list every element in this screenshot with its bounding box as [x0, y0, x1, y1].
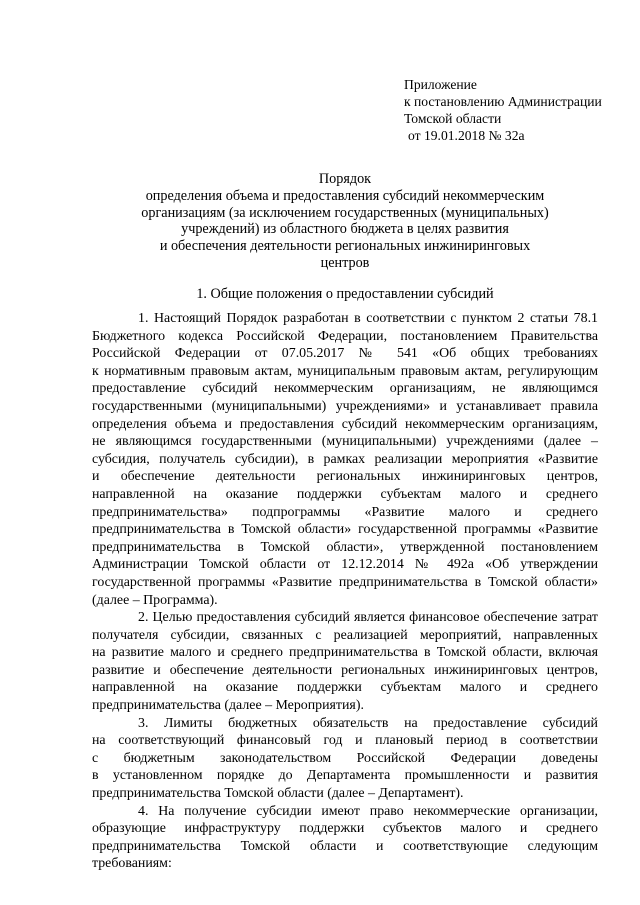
title-heading: Порядок [318, 171, 372, 187]
title-line: учреждений) из областного бюджета в целях развития [181, 221, 509, 238]
text-line: на развитие малого и среднего предпринимательства в Томской области, включая [92, 645, 598, 661]
section-heading: 1. Общие положения о предоставлении субсидий [196, 286, 494, 302]
text-line: развитие и обеспечение деятельности региональных инжиниринговых центров, [92, 662, 598, 678]
text-line: Российской Федерации от 07.05.2017 № 541 «Об общих требованиях [92, 346, 598, 362]
text-line: получателя субсидии, связанных с реализацией мероприятий, направленных [92, 627, 598, 643]
text-line: образующие инфраструктуру поддержки субъектов малого и среднего [92, 821, 598, 837]
text-line: 1. Настоящий Порядок разработан в соответствии с пунктом 2 статьи 78.1 [138, 311, 598, 326]
document-title [92, 171, 598, 272]
title-line: организациям (за исключением государственных (муниципальных) [141, 204, 549, 221]
text-line: и обеспечение деятельности региональных инжиниринговых центров, [92, 469, 598, 485]
text-line: государственными (муниципальными) учреждениями» и устанавливает правила [92, 398, 598, 414]
text-line: 2. Целью предоставления субсидий является финансовое обеспечение затрат [138, 610, 598, 626]
text-line: предпринимательства» подпрограммы «Развитие малого и среднего [92, 504, 598, 520]
title-line: и обеспечения деятельности региональных инжиниринговых [159, 238, 531, 255]
title-line: определения объема и предоставления субсидий некоммерческим [145, 187, 545, 204]
appendix-line: Томской области [404, 111, 502, 126]
text-line: определения объема и предоставления субсидий некоммерческим организациям, [92, 416, 598, 432]
title-line: центров [320, 254, 370, 271]
text-line: с бюджетным законодательством Российской Федерации доведены [92, 750, 598, 766]
paragraph-2 [92, 609, 598, 715]
text-line: предоставление субсидий некоммерческим организациям, не являющимся [92, 381, 598, 397]
text-line: предпринимательства в Томской области», утвержденной постановлением [92, 539, 598, 555]
text-line: предпринимательства Томской области и соответствующие следующим [92, 838, 598, 854]
text-line: не являющимся государственными (муниципальными) учреждениями (далее – [92, 434, 598, 450]
paragraph-4 [92, 803, 598, 873]
appendix-line: от 19.01.2018 № 32а [408, 128, 525, 143]
text-line: направленной на оказание поддержки субъектам малого и среднего [92, 486, 598, 502]
paragraph-1 [92, 310, 598, 609]
text-line: предпринимательства (далее – Мероприятия). [92, 698, 364, 714]
text-line: направленной на оказание поддержки субъектам малого и среднего [92, 680, 598, 696]
text-line: государственной программы «Развитие предпринимательства в Томской области» [92, 574, 598, 590]
text-line: 3. Лимиты бюджетных обязательств на предоставление субсидий [138, 715, 598, 731]
appendix-line: к постановлению Администрации [404, 94, 602, 109]
text-line: Администрации Томской области от 12.12.2014 № 492а «Об утверждении [92, 557, 598, 573]
text-line: Бюджетного кодекса Российской Федерации, постановлением Правительства [92, 328, 598, 344]
text-line: предпринимательства в Томской области» государственной программы «Развитие [92, 522, 598, 538]
text-line: субсидия, получатель субсидии), в рамках реализации мероприятия «Развитие [92, 451, 598, 467]
appendix-line: Приложение [404, 77, 477, 92]
text-line: на соответствующий финансовый год и плановый период в соответствии [92, 733, 598, 749]
text-line: предпринимательства Томской области (далее – Департамент). [92, 786, 464, 802]
text-line: требованиям: [92, 856, 172, 872]
paragraph-3 [92, 715, 598, 803]
text-line: в установленном порядке до Департамента промышленности и развития [92, 768, 598, 784]
text-line: (далее – Программа). [92, 592, 218, 608]
text-line: 4. На получение субсидии имеют право некоммерческие организации, [138, 803, 598, 819]
text-line: к нормативным правовым актам, муниципальным правовым актам, регулирующим [92, 363, 598, 379]
document-body [92, 310, 598, 873]
appendix-note [404, 76, 602, 144]
